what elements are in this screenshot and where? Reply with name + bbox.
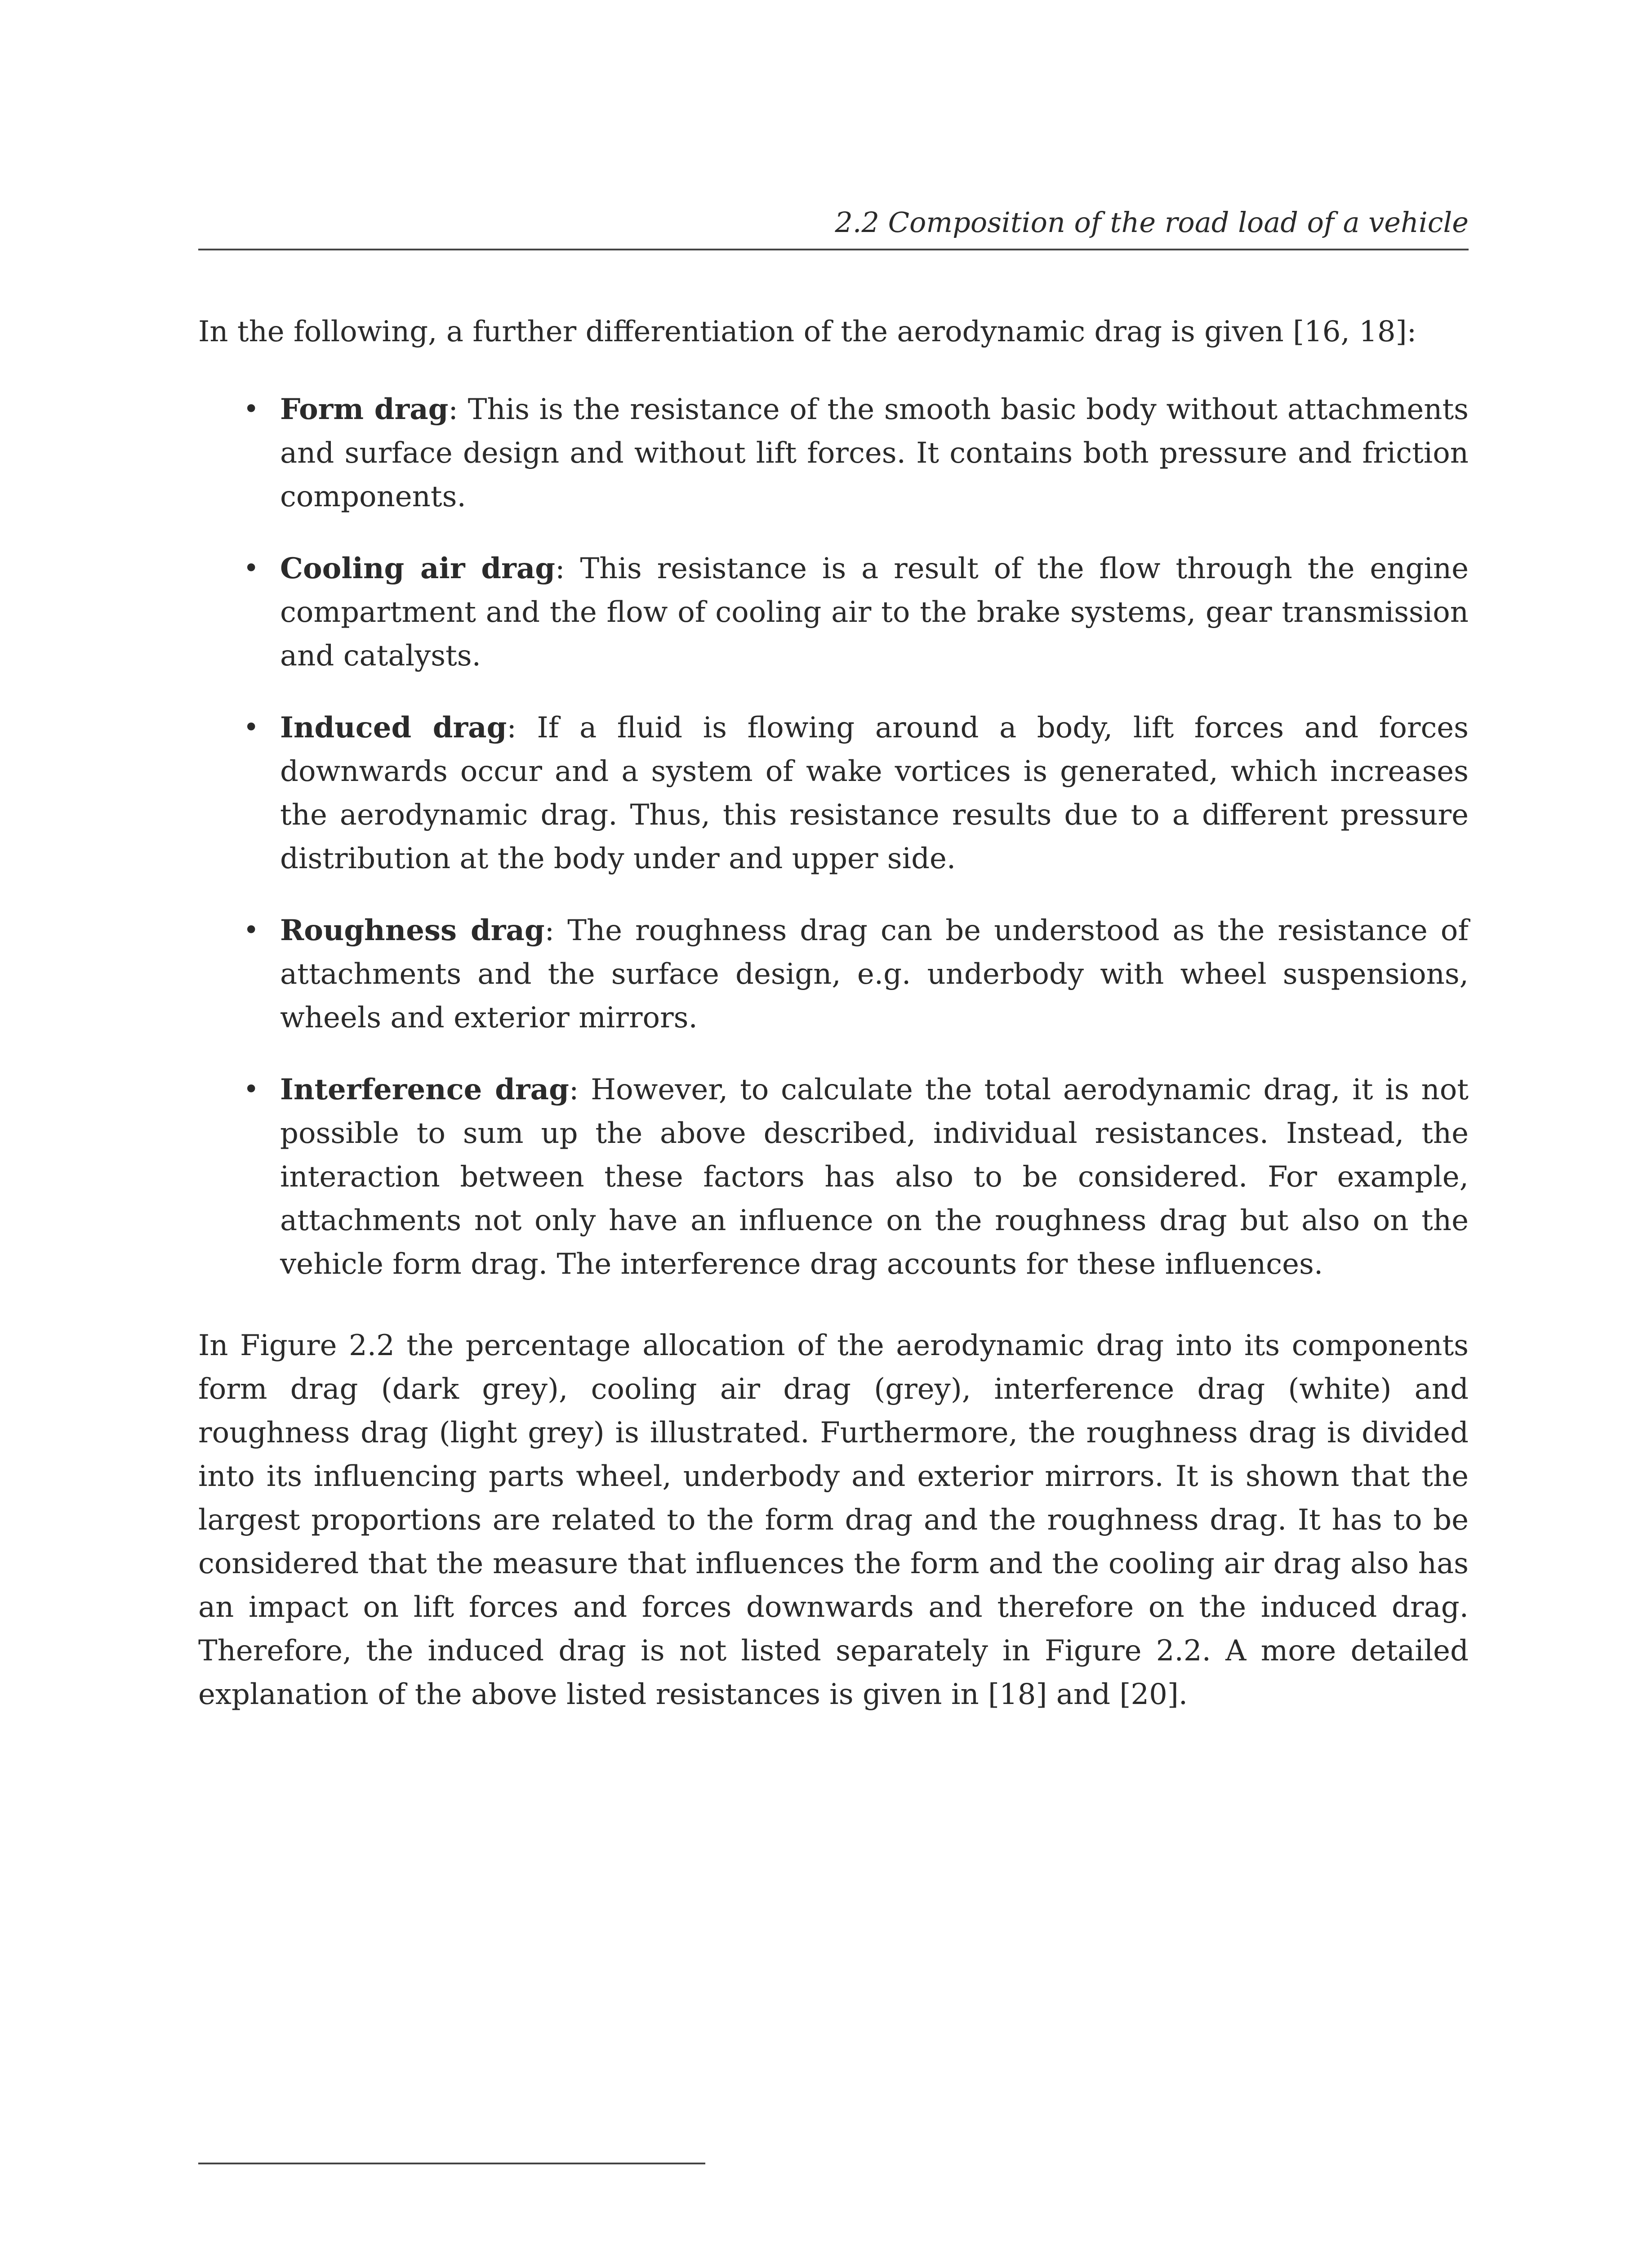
closing-paragraph: In Figure 2.2 the percentage allocation of the aerodynamic drag into its components form drag (dark grey), cooling air drag (grey), interference drag (white) and roughness drag (light grey) is illustrated. Furthermore, the roughness drag is divided into its influencing parts wheel, underbody and exterior mirrors. It is shown that the largest proportions are related to the form drag and the roughness drag. It has to be considered that the measure that influences the form and the cooling air drag also has an impact on lift forces and forces downwards and therefore on the induced drag. Therefore, the induced drag is not listed separately in Figure 2.2. A more detailed explanation of the above listed resistances is given in [18] and [20].	[198, 1329, 1469, 1711]
list-item-term: Roughness drag	[280, 914, 545, 947]
bullet-icon: •	[243, 553, 259, 584]
list-item-term: Cooling air drag	[280, 552, 556, 585]
bullet-icon: •	[243, 712, 259, 743]
list-item-roughness-drag	[198, 909, 1469, 1040]
list-item-term: Form drag	[280, 393, 449, 426]
list-item-interference-drag	[198, 1068, 1469, 1286]
bullet-icon: •	[243, 393, 259, 425]
intro-paragraph: In the following, a further differentiation of the aerodynamic drag is given [16, 18]:	[198, 315, 1417, 348]
footnote-rule	[198, 2163, 705, 2164]
list-item-text: : However, to calculate the total aerodynamic drag, it is not possible to sum up the above described, individual resistances. Instead, the interaction between these factors has also to be considered. For example, attachments not only have an influence on the roughness drag but also on the vehicle form drag. The interference drag accounts for these influences.	[280, 1073, 1469, 1281]
list-item-term: Induced drag	[280, 711, 507, 745]
list-item-text: : This is the resistance of the smooth basic body without attachments and surface design and without lift forces. It contains both pressure and friction components.	[280, 393, 1469, 513]
bullet-icon: •	[243, 914, 259, 946]
list-item-induced-drag	[198, 706, 1469, 881]
bullet-icon: •	[243, 1074, 259, 1105]
list-item-form-drag	[198, 388, 1469, 519]
list-item-term: Interference drag	[280, 1073, 569, 1106]
list-item-text: : If a fluid is flowing around a body, lift forces and forces downwards occur and a system of wake vortices is generated, which increases the aerodynamic drag. Thus, this resistance results due to a different pressure distribution at the body under and upper side.	[280, 711, 1469, 875]
list-item-text: : The roughness drag can be understood as the resistance of attachments and the surface design, e.g. underbody with wheel suspensions, wheels and exterior mirrors.	[280, 914, 1469, 1035]
drag-components-list	[198, 388, 1469, 1286]
body-text	[198, 310, 1469, 1717]
list-item-cooling-air-drag	[198, 547, 1469, 678]
running-header: 2.2 Composition of the road load of a vehicle	[835, 206, 1469, 239]
header-rule	[198, 249, 1469, 250]
list-item-text: : This resistance is a result of the flow through the engine compartment and the flow of cooling air to the brake systems, gear transmission and catalysts.	[280, 552, 1469, 673]
